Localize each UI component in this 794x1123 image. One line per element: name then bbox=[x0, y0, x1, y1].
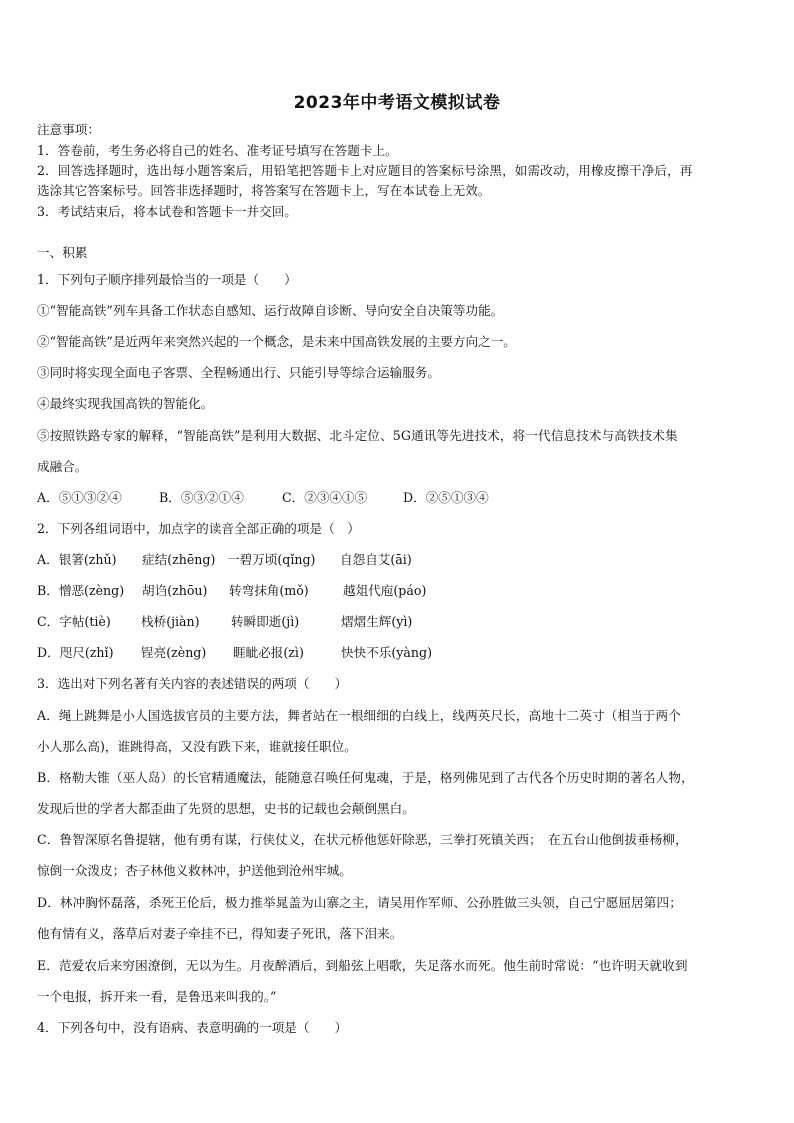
q2-c-word-3: 转瞬即逝(jì) bbox=[231, 614, 300, 629]
q1-stem: 1．下列句子顺序排列最恰当的一项是（ ） bbox=[37, 272, 297, 287]
q2-b-word-2: 胡诌(zhōu) bbox=[142, 583, 208, 598]
q1-sentence-5-cont: 成融合。 bbox=[37, 459, 88, 474]
notice-item-2: 2．回答选择题时，选出每小题答案后，用铅笔把答题卡上对应题目的答案标号涂黑，如需改动，用橡皮擦干净后，再 bbox=[37, 163, 693, 178]
q2-d-word-1: D．咫尺(zhǐ) bbox=[37, 645, 114, 660]
q2-b-word-1: B．憎恶(zèng) bbox=[37, 583, 125, 598]
q3-option-c-cont: 惊倒一众泼皮；杏子林他义救林冲，护送他到沧州牢城。 bbox=[37, 863, 352, 878]
q2-a-word-1: A．银箸(zhǔ) bbox=[37, 552, 117, 567]
notice-heading: 注意事项： bbox=[37, 122, 100, 137]
q2-c-word-1: C．字帖(tiè) bbox=[37, 614, 111, 629]
q3-option-b-cont: 发现后世的学者大都歪曲了先贤的思想，史书的记载也会颠倒黑白。 bbox=[37, 801, 415, 816]
q2-c-word-4: 熠熠生辉(yì) bbox=[341, 614, 413, 629]
q3-option-e-cont: 一个电报，拆开来一看，是鲁迅来叫我的。” bbox=[37, 989, 277, 1004]
q1-sentence-5: ⑤按照铁路专家的解释，“智能高铁”是利用大数据、北斗定位、5G通讯等先进技术，将一代信息技术与高铁技术集 bbox=[37, 428, 678, 443]
q2-d-word-3: 睚眦必报(zì) bbox=[233, 645, 304, 660]
q1-option-d[interactable]: D．②⑤①③④ bbox=[403, 490, 489, 505]
q2-option-d[interactable] bbox=[37, 645, 432, 661]
q3-option-d-cont: 他有情有义，落草后对妻子牵挂不已，得知妻子死讯，落下泪来。 bbox=[37, 926, 403, 941]
q2-c-word-2: 栈桥(jiàn) bbox=[141, 614, 200, 629]
notice-item-1: 1．答卷前，考生务必将自己的姓名、准考证号填写在答题卡上。 bbox=[37, 143, 398, 158]
q1-sentence-1: ①“智能高铁”列车具备工作状态自感知、运行故障自诊断、导向安全自决策等功能。 bbox=[37, 303, 504, 318]
section-heading: 一、积累 bbox=[37, 245, 88, 260]
q1-option-c[interactable]: C．②③④①⑤ bbox=[282, 490, 368, 505]
q2-a-word-2: 症结(zhēng) bbox=[142, 552, 216, 567]
q2-d-word-4: 快快不乐(yàng) bbox=[341, 645, 432, 660]
q3-option-a[interactable]: A．绳上跳舞是小人国选拔官员的主要方法，舞者站在一根细细的白线上，线两英尺长，高地十二英寸（相当于两个 bbox=[37, 708, 681, 723]
q1-option-a[interactable]: A．⑤①③②④ bbox=[37, 490, 122, 505]
q3-option-e[interactable]: E．范爱农后来穷困潦倒，无以为生。月夜醉酒后，到船弦上唱歌，失足落水而死。他生前时常说：“也许明天就收到 bbox=[37, 958, 688, 973]
q2-b-word-3: 转弯抹角(mǒ) bbox=[229, 583, 309, 598]
q3-option-c[interactable]: C．鲁智深原名鲁提辖，他有勇有谋，行侠仗义，在状元桥他惩奸除恶，三拳打死镇关西； 在五台山他倒拔垂杨柳， bbox=[37, 832, 688, 847]
q3-option-d[interactable]: D．林冲胸怀磊落，杀死王伦后，极力推举晁盖为山寨之主，请吴用作军师、公孙胜做三头领，自己宁愿屈居第四； bbox=[37, 895, 682, 910]
q3-option-b[interactable]: B．格勒大锥（巫人岛）的长官精通魔法，能随意召唤任何鬼魂，于是，格列佛见到了古代各个历史时期的著名人物， bbox=[37, 770, 694, 785]
q2-d-word-2: 锃亮(zèng) bbox=[141, 645, 207, 660]
q1-options bbox=[37, 490, 489, 506]
q2-a-word-4: 自怨自艾(āi) bbox=[340, 552, 412, 567]
q3-option-a-cont: 小人那么高)，谁跳得高，又没有跌下来，谁就接任职位。 bbox=[37, 739, 357, 754]
q1-sentence-3: ③同时将实现全面电子客票、全程畅通出行、只能引导等综合运输服务。 bbox=[37, 365, 440, 380]
notice-item-2-cont: 选涂其它答案标号。回答非选择题时，将答案写在答题卡上，写在本试卷上无效。 bbox=[37, 183, 491, 198]
q2-option-a[interactable] bbox=[37, 552, 412, 568]
q2-stem: 2．下列各组词语中，加点字的读音全部正确的项是（ ） bbox=[37, 521, 360, 536]
q2-b-word-4: 越俎代庖(páo) bbox=[343, 583, 427, 598]
q1-sentence-2: ②“智能高铁”是近两年来突然兴起的一个概念，是未来中国高铁发展的主要方向之一。 bbox=[37, 334, 516, 349]
q3-stem: 3．选出对下列名著有关内容的表述错误的两项（ ） bbox=[37, 676, 348, 691]
q2-option-c[interactable] bbox=[37, 614, 412, 630]
page-title: 2023年中考语文模拟试卷 bbox=[293, 93, 501, 113]
q1-option-b[interactable]: B．⑤③②①④ bbox=[159, 490, 244, 505]
q1-sentence-4: ④最终实现我国高铁的智能化。 bbox=[37, 396, 214, 411]
q2-option-b[interactable] bbox=[37, 583, 426, 599]
q4-stem: 4．下列各句中，没有语病、表意明确的一项是（ ） bbox=[37, 1020, 348, 1035]
notice-item-3: 3．考试结束后，将本试卷和答题卡一并交回。 bbox=[37, 204, 297, 219]
q2-a-word-3: 一碧万顷(qǐng) bbox=[227, 552, 316, 567]
